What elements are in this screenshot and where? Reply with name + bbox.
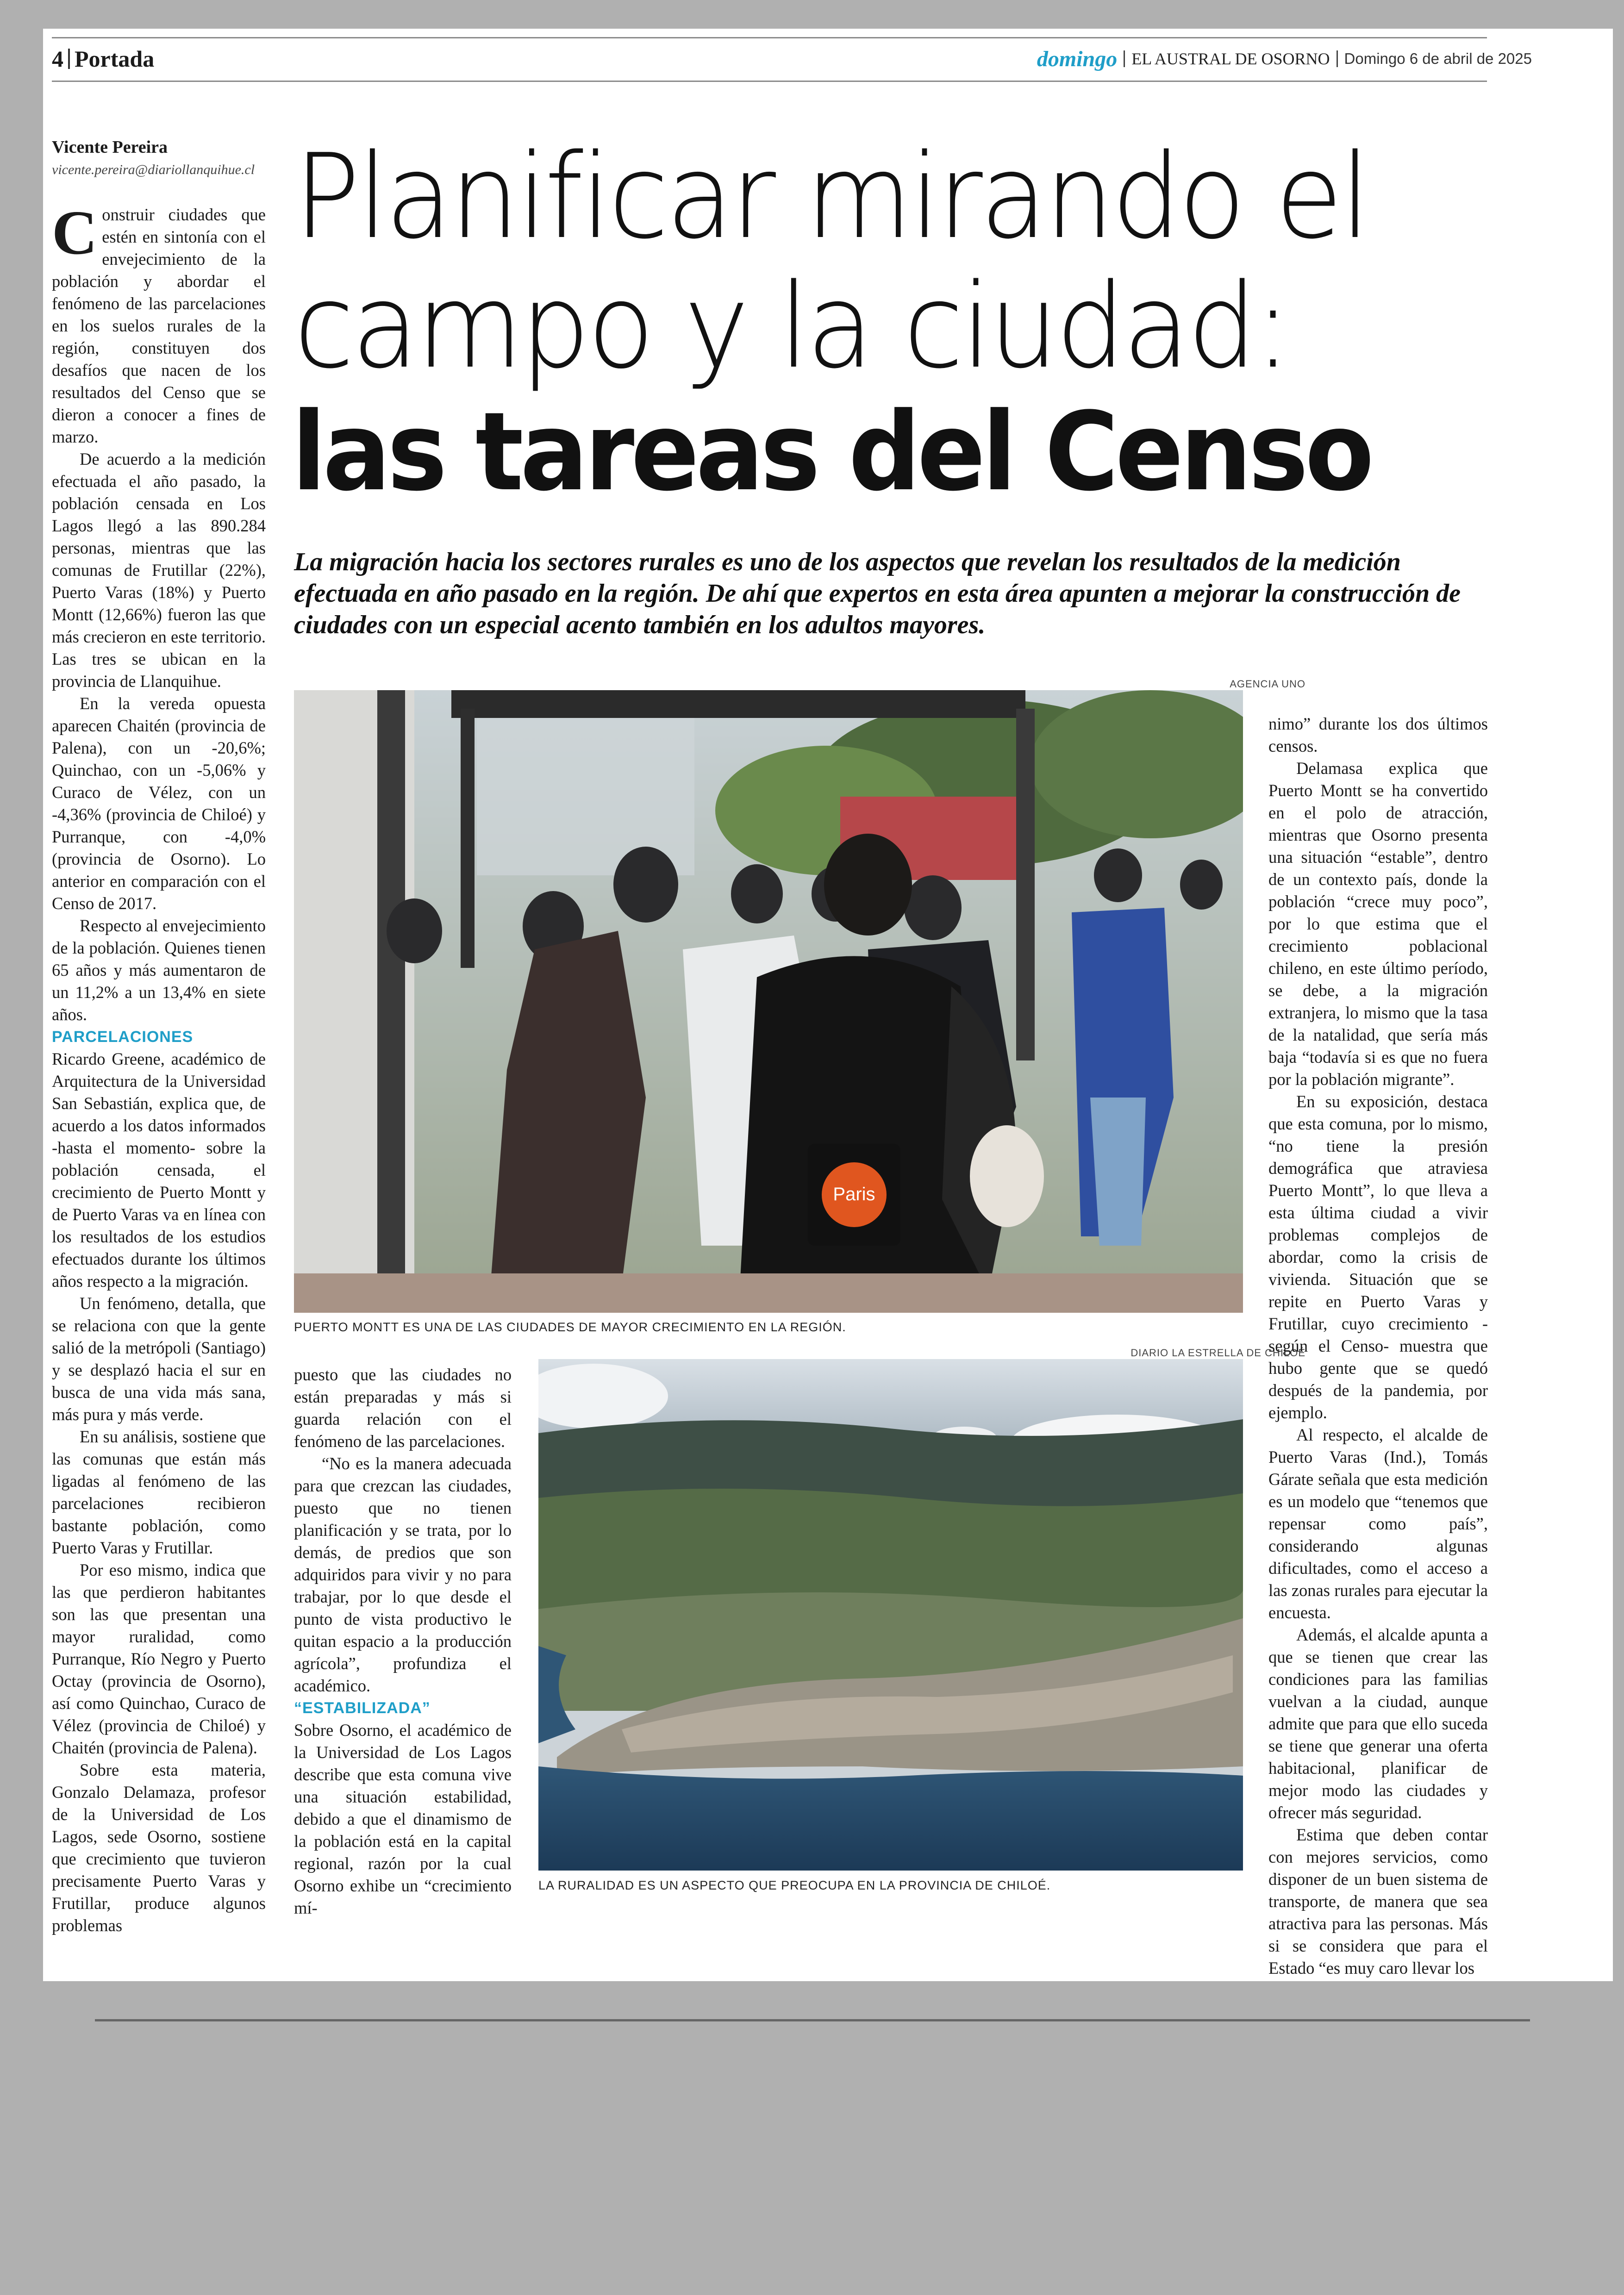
header-rule-bottom xyxy=(52,81,1487,82)
page-header-right xyxy=(1037,43,1532,75)
brand-logo: domingo xyxy=(1037,46,1118,71)
paragraph: Respecto al envejecimiento de la población. Quienes tienen 65 años y más aumentaron de un 11,2% a un 13,4% en siete años. xyxy=(52,916,266,1024)
page-number: 4 xyxy=(52,46,63,72)
headline-line-1: Planificar mirando el xyxy=(294,129,1368,265)
article-deck: La migración hacia los sectores rurales es uno de los aspectos que revelan los resultados de la medición efectuada en año pasado en la región. De ahí que expertos en esta área apunten a mejorar la construcción de ciudades con un especial acento también en los adultos mayores. xyxy=(294,548,1461,639)
paragraph: nimo” durante los dos últimos censos. xyxy=(1268,714,1488,755)
paragraph-text: onstruir ciudades que estén en sintonía con el envejecimiento de la población y abordar el fenómeno de las parcelaciones en los suelos rurales de la región, constituyen dos desafíos que nacen de los resultados del Censo que se dieron a conocer a fines de marzo. xyxy=(52,205,266,446)
issue-date: Domingo 6 de abril de 2025 xyxy=(1344,50,1532,67)
header-divider xyxy=(1124,50,1125,67)
header-divider xyxy=(1337,50,1338,67)
paragraph: “No es la manera adecuada para que crezcan las ciudades, puesto que no tienen planificación y se trata, por lo demás, de predios que son adquiridos para vivir y no para trabajar, por lo que desde el punto de vista productivo le quitan espacio a la producción agrícola”, profundiza el académico. xyxy=(294,1454,512,1695)
paragraph: Al respecto, el alcalde de Puerto Varas (Ind.), Tomás Gárate señala que esta medición es un modelo que “tenemos que repensar como país”, considerando algunas dificultades, como el acceso a las zonas rurales para ejecutar la encuesta. xyxy=(1268,1425,1488,1622)
headline-line-3: las tareas del Censo xyxy=(292,389,1371,515)
aerial-city-illustration xyxy=(538,1359,1243,1871)
bag-logo-text: Paris xyxy=(833,1184,875,1204)
header-separator xyxy=(68,49,70,69)
paragraph: Además, el alcalde apunta a que se tienen que crear las condiciones para las familias vuelvan a la ciudad, aunque admite que para que ello suceda se tiene que generar una oferta habitacional, planificar de mejor modo las ciudades y ofrecer más seguridad. xyxy=(1268,1625,1488,1822)
author-name: Vicente Pereira xyxy=(52,137,168,157)
paragraph: puesto que las ciudades no están preparadas y más si guarda relación con el fenómeno de las parcelaciones. xyxy=(294,1365,512,1451)
subhead-parcelaciones: PARCELACIONES xyxy=(52,1028,194,1046)
aerial-city-photo xyxy=(538,1359,1243,1871)
bottom-divider xyxy=(95,2019,1530,2021)
photo-credit: AGENCIA UNO xyxy=(1230,678,1305,690)
header-rule-top xyxy=(52,37,1487,38)
paragraph: Ricardo Greene, académico de Arquitectura de la Universidad San Sebastián, explica que, de acuerdo a los datos informados -hasta el momento- sobre la población censada, el crecimiento de Puerto Montt y de Puerto Varas va en línea con los resultados de los estudios efectuados durante los últimos años respecto a la migración. xyxy=(52,1049,266,1291)
paragraph: Sobre Osorno, el académico de la Universidad de Los Lagos describe que esta comuna vive una situación estabilidad, debido a que el dinamismo de la población está en la capital regional, razón por la cual Osorno exhibe un “crecimiento mí- xyxy=(294,1721,512,1917)
section-name: Portada xyxy=(75,46,155,72)
headline-line-2: campo y la ciudad: xyxy=(294,259,1289,394)
street-crowd-photo xyxy=(294,690,1243,1313)
paragraph: En su análisis, sostiene que las comunas que están más ligadas al fenómeno de las parcelaciones recibieron bastante población, como Puerto Varas y Frutillar. xyxy=(52,1427,266,1557)
paragraph: Un fenómeno, detalla, que se relaciona con que la gente salió de la metrópoli (Santiago) y se desplazó hacia el sur en busca de una vida más sana, más pura y más verde. xyxy=(52,1294,266,1424)
author-email: vicente.pereira@diariollanquihue.cl xyxy=(52,162,255,177)
subhead-estabilizada: “ESTABILIZADA” xyxy=(294,1699,431,1717)
paragraph: Por eso mismo, indica que las que perdieron habitantes son las que presentan una mayor ruralidad, como Purranque, Río Negro y Puerto Octay (provincia de Osorno), así como Quinchao, Curaco de Vélez (provincia de Chiloé) y Chaitén (provincia de Palena). xyxy=(52,1560,266,1757)
article-column-2 xyxy=(294,1364,512,1919)
photo2-caption: LA RURALIDAD ES UN ASPECTO QUE PREOCUPA EN LA PROVINCIA DE CHILOÉ. xyxy=(538,1878,1051,1892)
street-crowd-illustration xyxy=(294,690,1243,1313)
paragraph: De acuerdo a la medición efectuada el año pasado, la población censada en Los Lagos llegó a las 890.284 personas, mientras que las comunas de Frutillar (22%), Puerto Varas (18%) y Puerto Montt (12,66%) fueron las que más crecieron en este territorio. Las tres se ubican en la provincia de Llanquihue. xyxy=(52,449,266,691)
page-header-left xyxy=(52,43,154,75)
paragraph: Estima que deben contar con mejores servicios, como disponer de un buen sistema de transporte, de manera que sea atractiva para las personas. Más si se considera que para el Estado “es muy caro llevar los xyxy=(1268,1825,1488,1977)
publication-name: EL AUSTRAL DE OSORNO xyxy=(1131,50,1330,68)
photo-credit: DIARIO LA ESTRELLA DE CHILOÉ xyxy=(1131,1347,1305,1359)
photo1-caption: PUERTO MONTT ES UNA DE LAS CIUDADES DE MAYOR CRECIMIENTO EN LA REGIÓN. xyxy=(294,1320,846,1334)
paragraph xyxy=(52,198,266,448)
article-column-3 xyxy=(1268,713,1488,1979)
paragraph: En la vereda opuesta aparecen Chaitén (provincia de Palena), con un -20,6%; Quinchao, con un -5,06% y Curaco de Vélez, con un -4,36% (provincia de Chiloé) y Purranque, con -4,0% (provincia de Osorno). Lo anterior en comparación con el Censo de 2017. xyxy=(52,694,266,913)
paragraph: Delamasa explica que Puerto Montt se ha convertido en el polo de atracción, mientras que Osorno presenta una situación “estable”, dentro de un contexto país, donde la población “crece muy poco”, por lo que estima que el crecimiento poblacional chileno, en este último período, se debe, a la migración extranjera, lo mismo que la tasa de la natalidad, que sería más baja “todavía si es que no fuera por la población migrante”. xyxy=(1268,759,1488,1089)
article-column-1 xyxy=(52,198,266,1937)
paragraph: En su exposición, destaca que esta comuna, por lo mismo, “no tiene la presión demográfica que atraviesa Puerto Montt”, lo que lleva a esta última ciudad a vivir problemas complejos de abordar, como la crisis de vivienda. Situación que se repite en Puerto Varas y Frutillar, cuyo crecimiento -según el Censo- muestra que hubo gente que se quedó después de la pandemia, por ejemplo. xyxy=(1268,1092,1488,1422)
drop-cap: C xyxy=(52,198,98,268)
paragraph: Sobre esta materia, Gonzalo Delamaza, profesor de la Universidad de Los Lagos, sede Osorno, sostiene que crecimiento que tuvieron precisamente Puerto Varas y Frutillar, produce algunos problemas xyxy=(52,1760,266,1935)
